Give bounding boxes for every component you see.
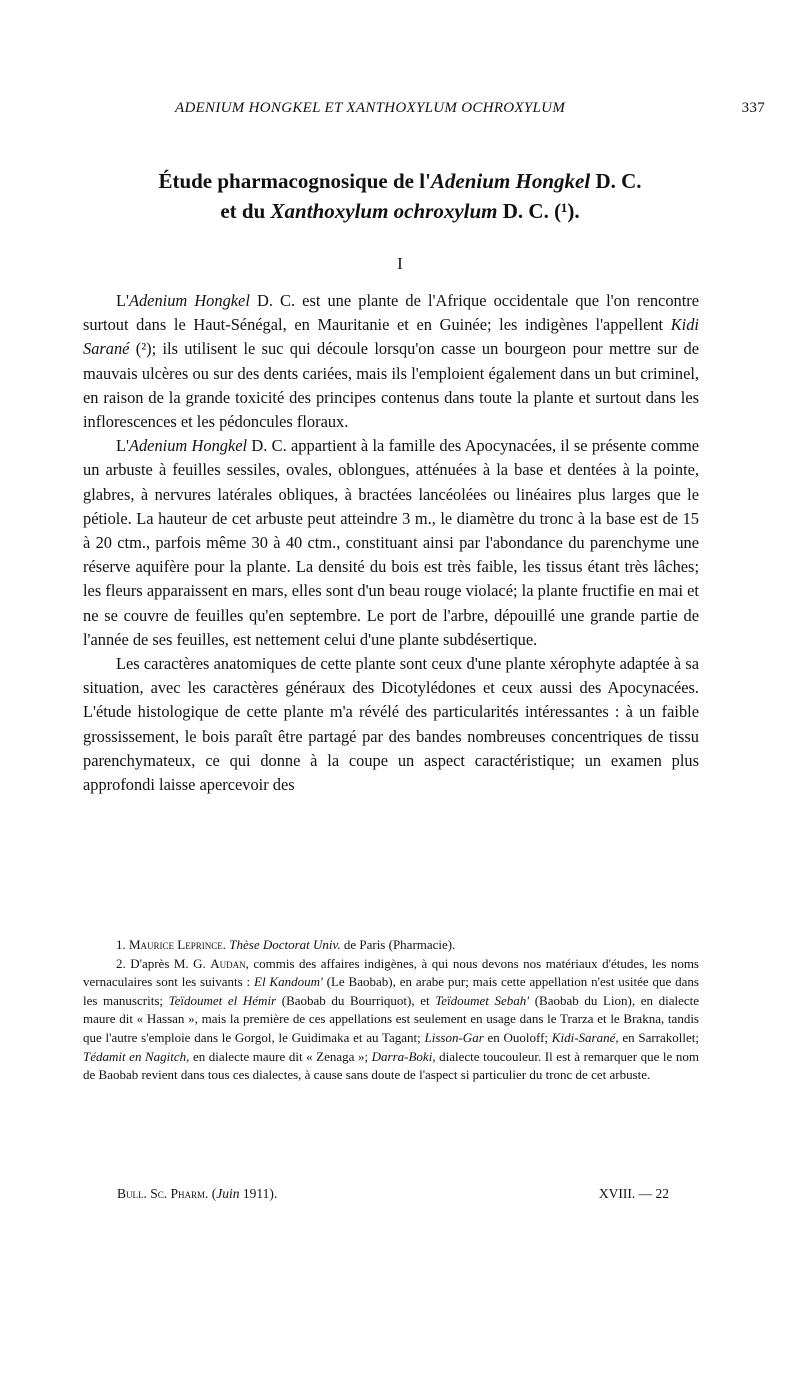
section-number: I [397, 254, 403, 273]
title-line-1: Étude pharmacognosique de l'Adenium Hongkel D. C. [158, 169, 642, 193]
running-title: ADENIUM HONGKEL ET XANTHOXYLUM OCHROXYLUM [175, 100, 566, 116]
footnotes [83, 936, 699, 1085]
signature-mark: XVIII. — 22 [598, 1186, 669, 1201]
page-footer: Bull. Sc. Pharm. (Juin 1911). XVIII. — 22 [117, 1186, 669, 1201]
issue-month: Juin [216, 1186, 240, 1201]
page-number: 337 [741, 100, 765, 116]
footnote-1: 1. Maurice Leprince. Thèse Doctorat Univ. de Paris (Pharmacie). [116, 937, 456, 952]
paragraph-1: L'Adenium Hongkel D. C. est une plante de l'Afrique occidentale que l'on rencontre surtout dans le Haut-Sénégal, en Mauritanie et en Guinée; les indigènes l'appellent Kidi Sarané (²); ils utilisent le suc qui découle lorsqu'on casse un bourgeon pour mettre sur de mauvais ulcères ou sur des dents cariées, mais ils l'emploient également dans un but criminel, en raison de la grande toxicité des principes contenus dans toute la plante et surtout dans les inflorescences et les pédoncules floraux. [83, 291, 699, 432]
article-title [0, 166, 800, 226]
footnote-2: 2. D'après M. G. Audan, commis des affaires indigènes, à qui nous devons nos matériaux d'études, les noms vernaculaires sont les suivants : El Kandoum' (Le Baobab), en arabe pur; mais cette appellation n'est usitée que dans les manuscrits; Teïdoumet el Hémir (Baobab du Bourriquot), et Teïdoumet Sebah' (Baobab du Lion), en dialecte maure dit « Hassan », mais la première de ces appellations est seulement en usage dans le Trarza et le Brakna, tandis que l'autre s'emploie dans le Gorgol, le Guidimaka et au Tagant; Lisson-Gar en Ouoloff; Kidi-Sarané, en Sarrakollet; Tédamit en Nagitch, en dialecte maure dit « Zenaga »; Darra-Boki, dialecte toucouleur. Il est à remarquer que le nom de Baobab revient dans tous ces dialectes, à cause sans doute de l'aspect si particulier du tronc de cet arbuste. [83, 955, 699, 1083]
body-text [83, 289, 699, 797]
paragraph-2: L'Adenium Hongkel D. C. appartient à la famille des Apocynacées, il se présente comme un arbuste à feuilles sessiles, ovales, oblongues, atténuées à la base et dentées à la pointe, glabres, à nervures latérales obliques, à bractées lancéolées ou linéaires plus larges que le pétiole. La hauteur de cet arbuste peut atteindre 3 m., le diamètre du tronc à la base est de 15 à 20 ctm., parfois même 30 à 40 ctm., constituant ainsi par l'abondance du parenchyme une réserve aquifère pour la plante. La densité du bois est très faible, les tissus étant très lâches; les fleurs apparaissent en mars, elles sont d'un beau rouge violacé; la plante fructifie en mai et ne se couvre de feuilles qu'en septembre. Le port de l'arbre, dépouillé une grande partie de l'année de ses feuilles, est nettement celui d'une plante subdésertique. [83, 436, 700, 649]
paragraph-3: Les caractères anatomiques de cette plante sont ceux d'une plante xérophyte adaptée à sa situation, avec les caractères généraux des Dicotylédones et ceux aussi des Apocynacées. L'étude histologique de cette plante m'a révélé des particularités intéressantes : à un faible grossissement, le bois paraît être partagé par des bandes nombreuses concentriques de tissu parenchymateux, ce qui donne à la coupe un aspect caractéristique; un examen plus approfondi laisse apercevoir des [83, 654, 699, 795]
title-line-2: et du Xanthoxylum ochroxylum D. C. (¹). [220, 199, 580, 223]
journal-name: Bull. Sc. Pharm. [117, 1186, 209, 1201]
running-header [175, 100, 765, 117]
